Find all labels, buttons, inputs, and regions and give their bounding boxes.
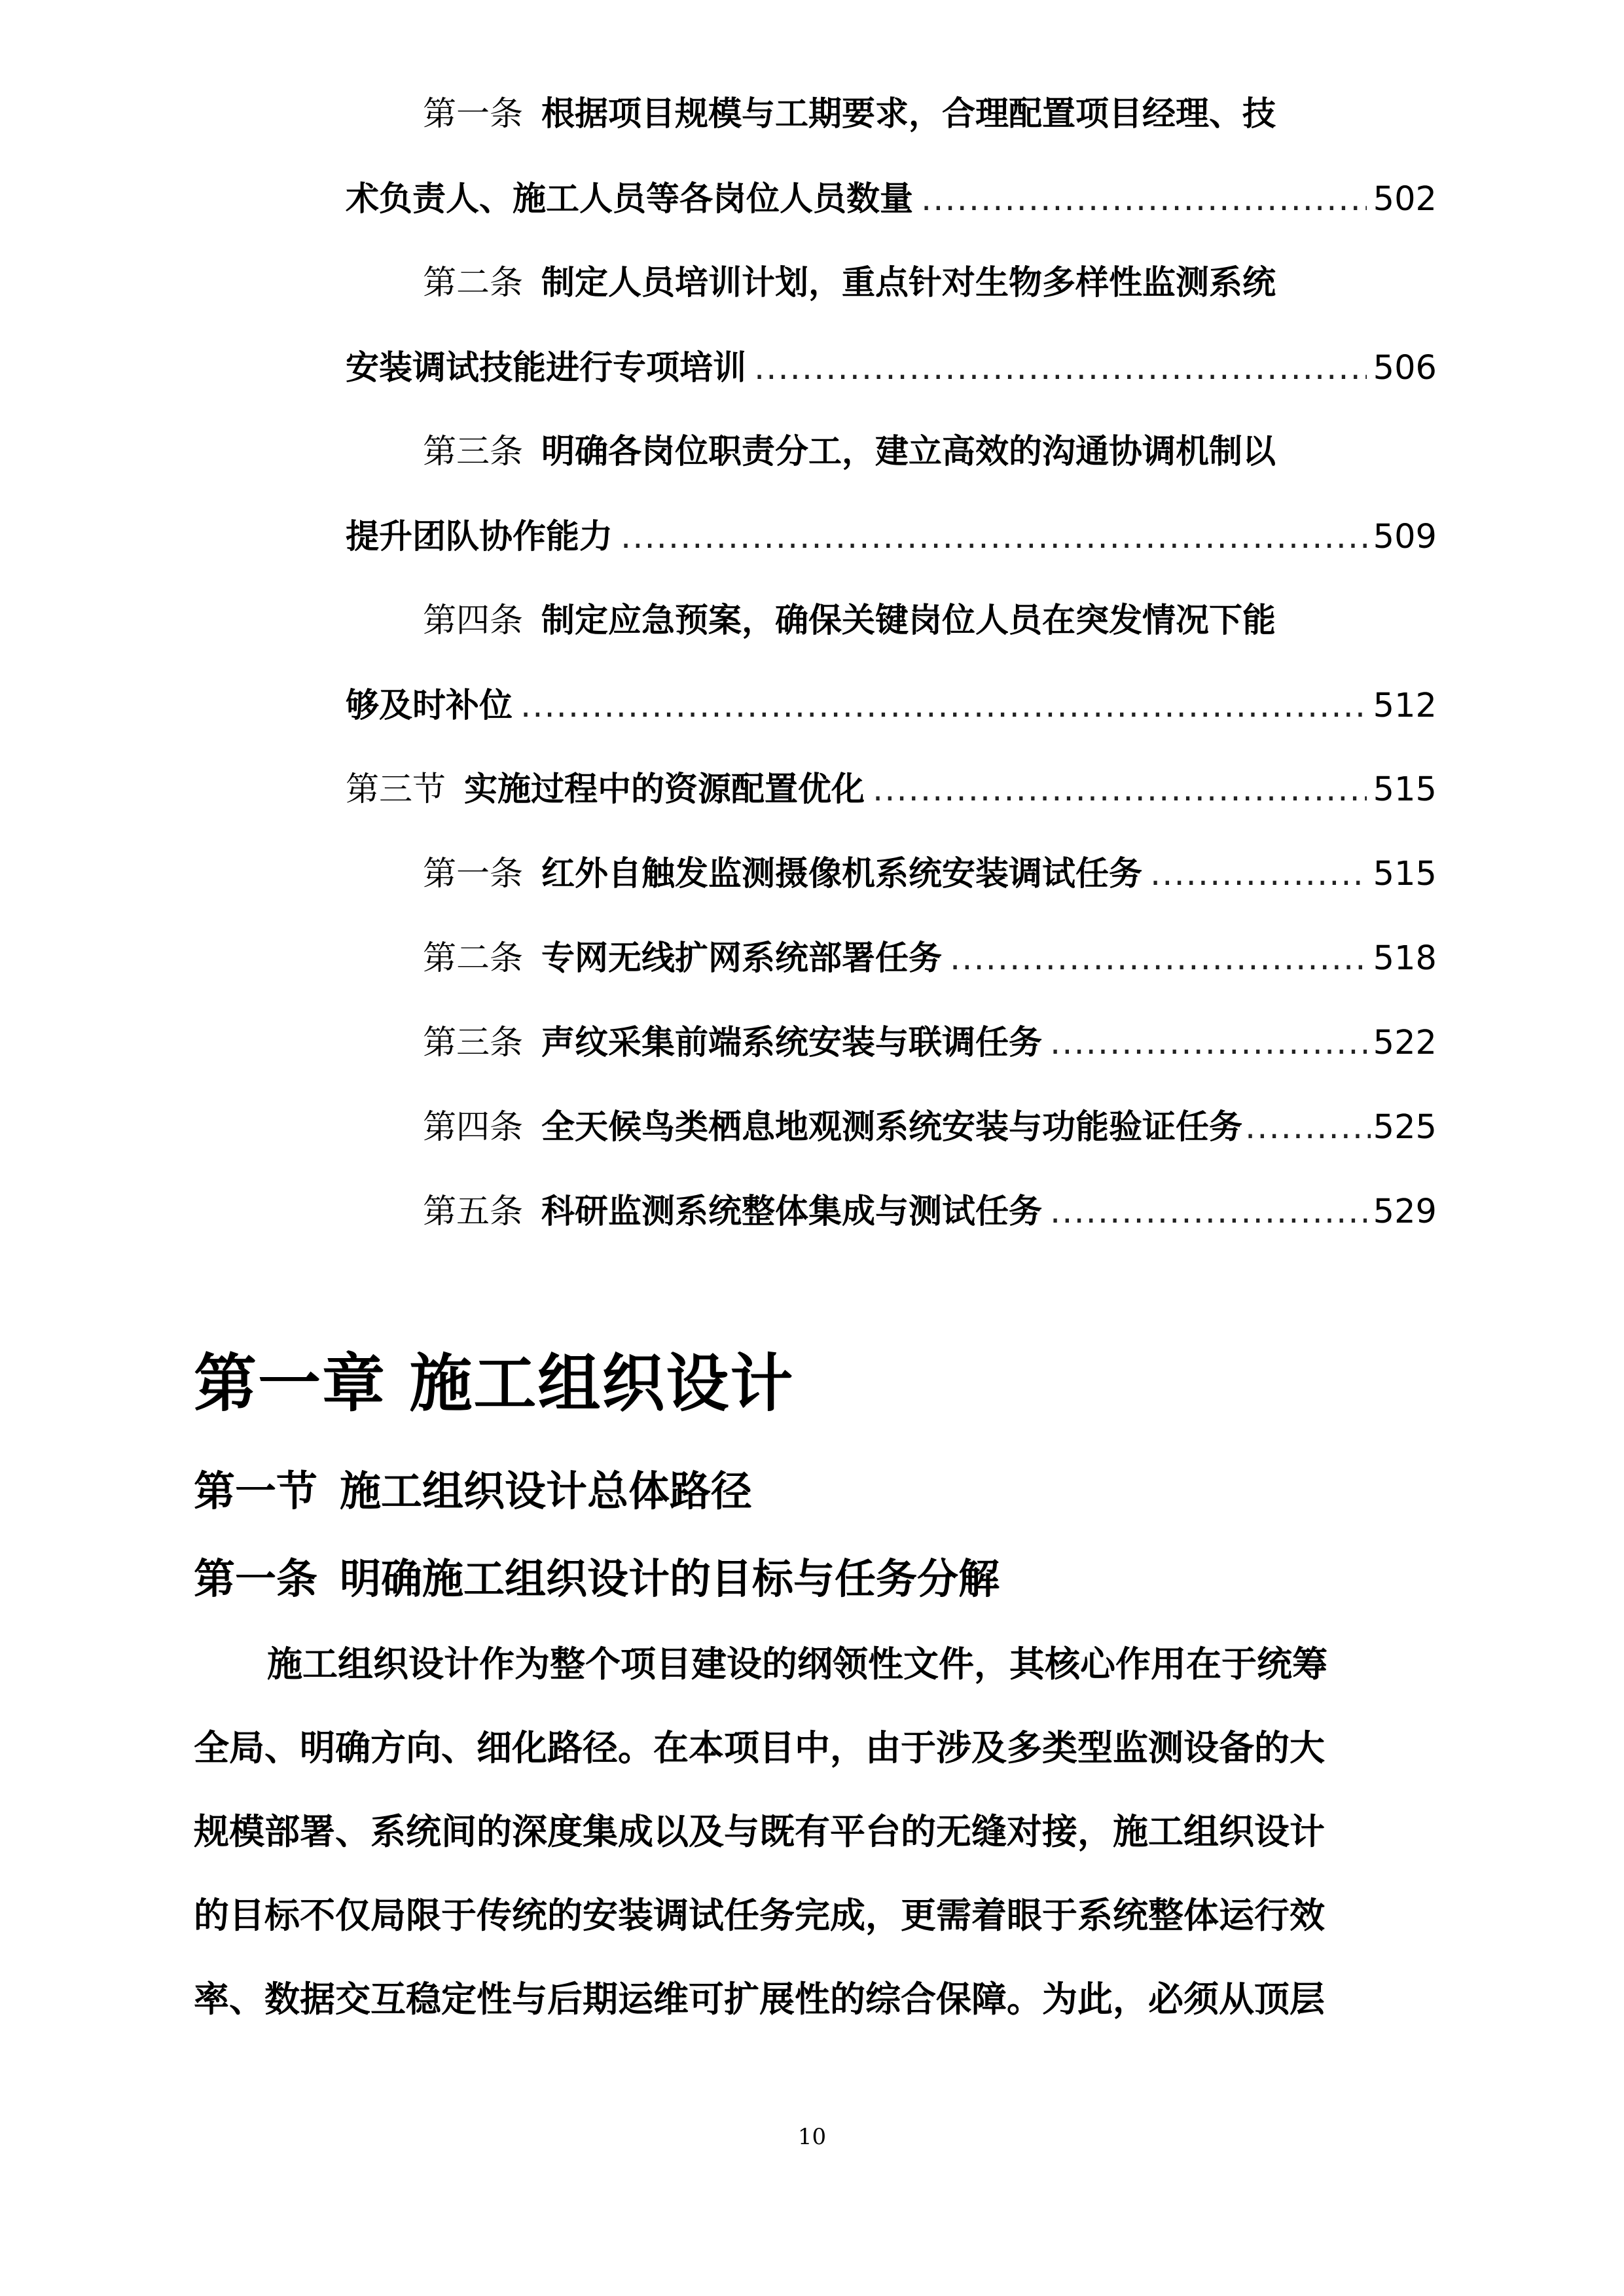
- toc-entry-text: 制定人员培训计划，重点针对生物多样性监测系统: [541, 264, 1276, 302]
- paragraph-line: 的目标不仅局限于传统的安装调试任务完成，更需着眼于系统整体运行效: [194, 1895, 1325, 1936]
- article-label: 第一条: [194, 1555, 317, 1603]
- toc-entry[interactable]: [423, 1176, 1437, 1229]
- toc-page-number: 509: [1373, 518, 1437, 556]
- dot-leader: [1050, 1195, 1367, 1229]
- toc-entry-text: 红外自触发监测摄像机系统安装调试任务: [541, 855, 1143, 893]
- toc-section-label: 第三节: [346, 770, 446, 809]
- toc-entry-text: 够及时补位: [346, 687, 513, 725]
- toc-entry-text: 全天候鸟类栖息地观测系统安装与功能验证任务: [541, 1108, 1243, 1147]
- toc-entry-label: 第二条: [423, 939, 524, 978]
- toc-page-number: 518: [1373, 939, 1437, 978]
- toc-page-number: 529: [1373, 1193, 1437, 1231]
- toc-entry-first-line[interactable]: [423, 79, 1437, 134]
- article-heading: [194, 1546, 1000, 1605]
- toc-entry-first-line[interactable]: [423, 416, 1437, 469]
- toc-page-number: 525: [1373, 1108, 1437, 1147]
- toc-entry-text: 制定应急预案，确保关键岗位人员在突发情况下能: [541, 601, 1276, 640]
- toc-page-number: 512: [1373, 687, 1437, 725]
- table-of-contents: [346, 0, 1437, 1244]
- toc-entry-continuation[interactable]: [346, 501, 1437, 554]
- paragraph-line: 施工组织设计作为整个项目建设的纲领性文件，其核心作用在于统筹: [267, 1643, 1327, 1685]
- toc-entry[interactable]: [423, 1092, 1437, 1147]
- toc-entry-label: 第一条: [423, 95, 524, 134]
- toc-section-text: 实施过程中的资源配置优化: [464, 770, 865, 809]
- dot-leader: [950, 942, 1367, 975]
- dot-leader: [621, 520, 1367, 554]
- paragraph-line: 规模部署、系统间的深度集成以及与既有平台的无缝对接，施工组织设计: [194, 1811, 1325, 1852]
- toc-entry-first-line[interactable]: [423, 247, 1437, 300]
- toc-entry-label: 第一条: [423, 855, 524, 893]
- article-title: 明确施工组织设计的目标与任务分解: [340, 1555, 1000, 1603]
- toc-entry-continuation[interactable]: [346, 164, 1437, 219]
- toc-entry-label: 第四条: [423, 601, 524, 640]
- dot-leader: [754, 351, 1367, 385]
- toc-entry-text: 提升团队协作能力: [346, 518, 613, 556]
- chapter-title: 第一章 施工组织设计: [194, 1347, 795, 1420]
- toc-entry-text: 安装调试技能进行专项培训: [346, 349, 747, 387]
- toc-page-number: 506: [1373, 349, 1437, 387]
- toc-entry-label: 第三条: [423, 1024, 524, 1062]
- toc-page-number: 515: [1373, 855, 1437, 893]
- toc-page-number: 522: [1373, 1024, 1437, 1062]
- toc-entry-first-line[interactable]: [423, 585, 1437, 640]
- dot-leader: [921, 183, 1367, 216]
- dot-leader: [520, 689, 1367, 723]
- toc-entry-continuation[interactable]: [346, 670, 1437, 723]
- toc-entry-label: 第三条: [423, 433, 524, 471]
- toc-entry[interactable]: [423, 1007, 1437, 1060]
- page-number: 10: [797, 2124, 827, 2150]
- dot-leader: [1245, 1111, 1371, 1144]
- dot-leader: [1050, 1026, 1367, 1060]
- toc-entry-label: 第四条: [423, 1108, 524, 1147]
- toc-page-number: 502: [1373, 180, 1437, 219]
- toc-entry-text: 声纹采集前端系统安装与联调任务: [541, 1024, 1043, 1062]
- body-paragraph: [194, 1636, 1437, 2062]
- toc-entry-label: 第五条: [423, 1193, 524, 1231]
- toc-entry-label: 第二条: [423, 264, 524, 302]
- section-title: 施工组织设计总体路径: [340, 1467, 752, 1515]
- section-label: 第一节: [194, 1467, 317, 1515]
- toc-entry[interactable]: [423, 838, 1437, 891]
- toc-page-number: 515: [1373, 770, 1437, 809]
- toc-entry[interactable]: [423, 923, 1437, 978]
- dot-leader: [873, 773, 1367, 806]
- toc-section-entry[interactable]: [346, 754, 1437, 809]
- section-heading: [194, 1458, 752, 1518]
- paragraph-line: 全局、明确方向、细化路径。在本项目中，由于涉及多类型监测设备的大: [194, 1727, 1325, 1768]
- toc-entry-text: 明确各岗位职责分工，建立高效的沟通协调机制以: [541, 433, 1276, 471]
- toc-entry-continuation[interactable]: [346, 332, 1437, 385]
- toc-entry-text: 术负责人、施工人员等各岗位人员数量: [346, 180, 914, 219]
- toc-entry-text: 专网无线扩网系统部署任务: [541, 939, 943, 978]
- dot-leader: [1150, 857, 1367, 891]
- paragraph-line: 率、数据交互稳定性与后期运维可扩展性的综合保障。为此，必须从顶层: [194, 1979, 1325, 2020]
- toc-entry-text: 根据项目规模与工期要求，合理配置项目经理、技: [541, 95, 1276, 134]
- toc-entry-text: 科研监测系统整体集成与测试任务: [541, 1193, 1043, 1231]
